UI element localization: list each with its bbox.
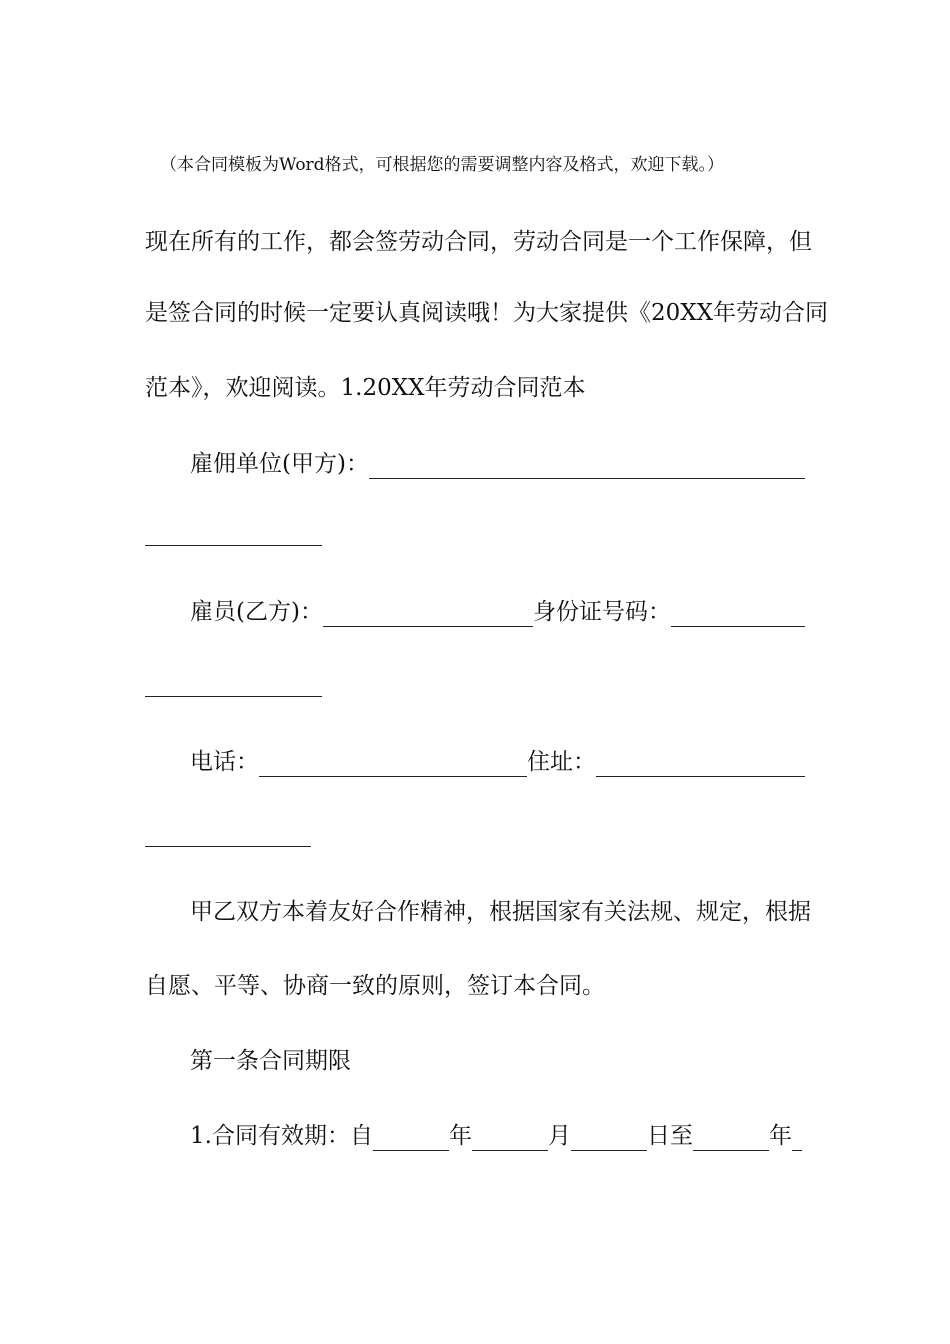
end-year-label: 年	[768, 1123, 792, 1149]
month-label: 月	[547, 1123, 571, 1149]
employer-blank-continuation[interactable]	[145, 545, 322, 546]
article-1-title: 第一条合同期限	[190, 1048, 351, 1074]
agreement-paragraph-line-1: 甲乙双方本着友好合作精神，根据国家有关法规、规定，根据	[190, 899, 811, 925]
contact-field-row	[190, 747, 805, 777]
year-label: 年	[448, 1123, 472, 1149]
intro-line-3: 范本》，欢迎阅读。1.20XX年劳动合同范本	[145, 375, 586, 401]
end-month-blank[interactable]	[792, 1128, 802, 1151]
employee-name-blank[interactable]	[323, 604, 533, 627]
id-number-label: 身份证号码：	[532, 599, 671, 625]
phone-label: 电话：	[190, 749, 259, 775]
address-blank[interactable]	[596, 754, 805, 777]
employee-field-row	[190, 597, 805, 627]
employer-blank[interactable]	[369, 456, 805, 479]
template-note: （本合同模板为Word格式，可根据您的需要调整内容及格式，欢迎下载。）	[160, 155, 725, 175]
id-number-blank-continuation[interactable]	[145, 696, 322, 697]
intro-line-2: 是签合同的时候一定要认真阅读哦！为大家提供《20XX年劳动合同	[145, 300, 829, 326]
term-field-row	[190, 1121, 805, 1151]
employer-label: 雇佣单位(甲方)：	[190, 451, 369, 477]
intro-line-1: 现在所有的工作，都会签劳动合同，劳动合同是一个工作保障，但	[145, 229, 812, 255]
agreement-paragraph-line-2: 自愿、平等、协商一致的原则，签订本合同。	[145, 973, 605, 999]
start-year-blank[interactable]	[373, 1128, 449, 1151]
term-prefix: 1.合同有效期：自	[190, 1123, 373, 1149]
employer-field-row	[190, 449, 805, 479]
employee-label: 雇员(乙方)：	[190, 599, 323, 625]
end-year-blank[interactable]	[693, 1128, 769, 1151]
address-label: 住址：	[527, 749, 596, 775]
id-number-blank[interactable]	[671, 604, 805, 627]
phone-blank[interactable]	[259, 754, 527, 777]
start-month-blank[interactable]	[472, 1128, 548, 1151]
day-to-label: 日至	[646, 1123, 693, 1149]
start-day-blank[interactable]	[571, 1128, 647, 1151]
address-blank-continuation[interactable]	[145, 846, 311, 847]
